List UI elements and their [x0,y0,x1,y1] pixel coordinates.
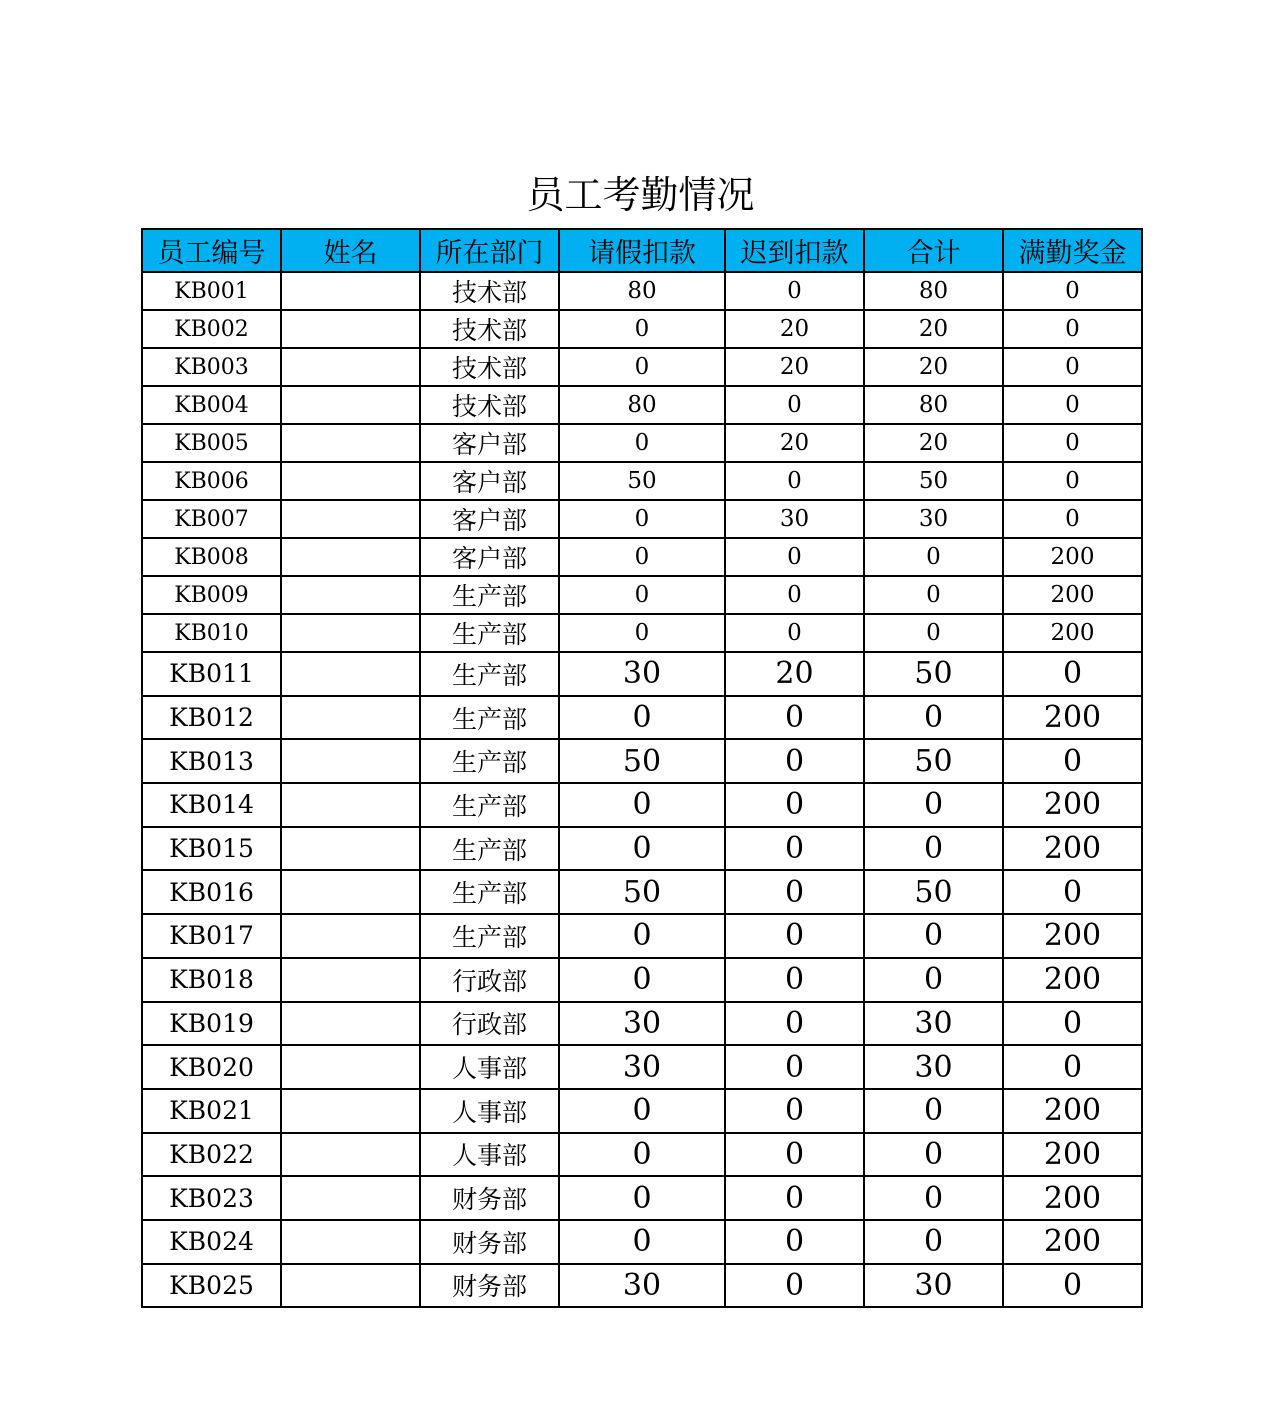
cell-late-deduction[interactable]: 0 [725,914,864,958]
table-row [142,538,1142,576]
cell-leave-deduction[interactable]: 0 [559,538,725,576]
cell-department[interactable]: 生产部 [420,614,559,652]
cell-late-deduction[interactable]: 20 [725,348,864,386]
cell-total[interactable]: 0 [864,1089,1003,1133]
cell-department[interactable]: 人事部 [420,1089,559,1133]
cell-late-deduction[interactable]: 0 [725,739,864,783]
cell-name[interactable] [281,538,420,576]
cell-total[interactable]: 0 [864,538,1003,576]
cell-department[interactable]: 财务部 [420,1264,559,1308]
table-row [142,652,1142,696]
cell-employee-id[interactable]: KB024 [142,1220,281,1264]
cell-attendance-bonus[interactable]: 0 [1003,1002,1142,1046]
table-row [142,1045,1142,1089]
cell-leave-deduction[interactable]: 50 [559,462,725,500]
header-department: 所在部门 [420,229,559,272]
cell-name[interactable] [281,1264,420,1308]
cell-department[interactable]: 生产部 [420,870,559,914]
cell-attendance-bonus[interactable]: 200 [1003,696,1142,740]
header-leave-deduction: 请假扣款 [559,229,725,272]
cell-name[interactable] [281,500,420,538]
cell-leave-deduction[interactable]: 80 [559,386,725,424]
table-row [142,783,1142,827]
table-row [142,614,1142,652]
cell-late-deduction[interactable]: 0 [725,1045,864,1089]
cell-department[interactable]: 行政部 [420,958,559,1002]
table-row [142,272,1142,310]
cell-employee-id[interactable]: KB015 [142,827,281,871]
cell-employee-id[interactable]: KB004 [142,386,281,424]
cell-department[interactable]: 财务部 [420,1220,559,1264]
cell-employee-id[interactable]: KB016 [142,870,281,914]
cell-late-deduction[interactable]: 20 [725,310,864,348]
cell-department[interactable]: 生产部 [420,914,559,958]
cell-attendance-bonus[interactable]: 0 [1003,348,1142,386]
cell-name[interactable] [281,827,420,871]
cell-employee-id[interactable]: KB001 [142,272,281,310]
table-row [142,424,1142,462]
cell-total[interactable]: 30 [864,500,1003,538]
cell-total[interactable]: 50 [864,462,1003,500]
cell-employee-id[interactable]: KB012 [142,696,281,740]
cell-leave-deduction[interactable]: 0 [559,696,725,740]
cell-employee-id[interactable]: KB005 [142,424,281,462]
cell-department[interactable]: 客户部 [420,424,559,462]
cell-employee-id[interactable]: KB014 [142,783,281,827]
cell-leave-deduction[interactable]: 0 [559,1089,725,1133]
cell-name[interactable] [281,1089,420,1133]
cell-department[interactable]: 技术部 [420,310,559,348]
cell-attendance-bonus[interactable]: 0 [1003,310,1142,348]
cell-leave-deduction[interactable]: 30 [559,1002,725,1046]
cell-name[interactable] [281,652,420,696]
cell-attendance-bonus[interactable]: 200 [1003,1089,1142,1133]
cell-late-deduction[interactable]: 0 [725,576,864,614]
table-row [142,1002,1142,1046]
cell-total[interactable]: 30 [864,1264,1003,1308]
cell-total[interactable]: 0 [864,1220,1003,1264]
cell-total[interactable]: 0 [864,614,1003,652]
cell-name[interactable] [281,576,420,614]
table-row [142,739,1142,783]
cell-leave-deduction[interactable]: 0 [559,958,725,1002]
cell-total[interactable]: 80 [864,272,1003,310]
cell-name[interactable] [281,958,420,1002]
cell-total[interactable]: 0 [864,1133,1003,1177]
cell-attendance-bonus[interactable]: 200 [1003,783,1142,827]
cell-attendance-bonus[interactable]: 0 [1003,462,1142,500]
cell-employee-id[interactable]: KB006 [142,462,281,500]
table-row [142,576,1142,614]
table-row [142,1176,1142,1220]
cell-late-deduction[interactable]: 0 [725,696,864,740]
cell-name[interactable] [281,1133,420,1177]
cell-attendance-bonus[interactable]: 200 [1003,1220,1142,1264]
cell-late-deduction[interactable]: 0 [725,1220,864,1264]
cell-employee-id[interactable]: KB002 [142,310,281,348]
table-row [142,310,1142,348]
attendance-table [141,228,1143,1308]
cell-department[interactable]: 财务部 [420,1176,559,1220]
cell-department[interactable]: 生产部 [420,576,559,614]
table-row [142,827,1142,871]
cell-department[interactable]: 技术部 [420,272,559,310]
cell-leave-deduction[interactable]: 0 [559,614,725,652]
table-row [142,1264,1142,1308]
cell-department[interactable]: 生产部 [420,827,559,871]
cell-attendance-bonus[interactable]: 0 [1003,500,1142,538]
table-row [142,958,1142,1002]
cell-leave-deduction[interactable]: 0 [559,827,725,871]
cell-department[interactable]: 生产部 [420,739,559,783]
header-employee-id: 员工编号 [142,229,281,272]
cell-name[interactable] [281,696,420,740]
cell-name[interactable] [281,870,420,914]
cell-late-deduction[interactable]: 20 [725,652,864,696]
cell-attendance-bonus[interactable]: 0 [1003,870,1142,914]
cell-employee-id[interactable]: KB020 [142,1045,281,1089]
cell-late-deduction[interactable]: 0 [725,462,864,500]
cell-department[interactable]: 人事部 [420,1045,559,1089]
cell-total[interactable]: 0 [864,827,1003,871]
cell-total[interactable]: 50 [864,652,1003,696]
cell-total[interactable]: 0 [864,958,1003,1002]
cell-total[interactable]: 20 [864,424,1003,462]
cell-leave-deduction[interactable]: 0 [559,348,725,386]
sheet-title: 员工考勤情况 [526,173,755,217]
cell-total[interactable]: 0 [864,783,1003,827]
header-name: 姓名 [281,229,420,272]
cell-leave-deduction[interactable]: 0 [559,1220,725,1264]
cell-late-deduction[interactable]: 30 [725,500,864,538]
cell-leave-deduction[interactable]: 0 [559,914,725,958]
cell-leave-deduction[interactable]: 80 [559,272,725,310]
cell-leave-deduction[interactable]: 0 [559,424,725,462]
cell-total[interactable]: 20 [864,310,1003,348]
cell-employee-id[interactable]: KB023 [142,1176,281,1220]
cell-late-deduction[interactable]: 0 [725,1002,864,1046]
cell-employee-id[interactable]: KB011 [142,652,281,696]
cell-department[interactable]: 客户部 [420,538,559,576]
cell-attendance-bonus[interactable]: 0 [1003,739,1142,783]
table-row [142,348,1142,386]
cell-total[interactable]: 50 [864,870,1003,914]
table-row [142,696,1142,740]
cell-late-deduction[interactable]: 0 [725,827,864,871]
cell-name[interactable] [281,310,420,348]
cell-employee-id[interactable]: KB003 [142,348,281,386]
table-row [142,500,1142,538]
cell-attendance-bonus[interactable]: 200 [1003,1133,1142,1177]
cell-name[interactable] [281,1045,420,1089]
cell-total[interactable]: 20 [864,348,1003,386]
cell-late-deduction[interactable]: 0 [725,870,864,914]
header-attendance-bonus: 满勤奖金 [1003,229,1142,272]
cell-leave-deduction[interactable]: 0 [559,576,725,614]
cell-name[interactable] [281,783,420,827]
table-row [142,870,1142,914]
cell-leave-deduction[interactable]: 30 [559,652,725,696]
cell-leave-deduction[interactable]: 0 [559,1133,725,1177]
cell-employee-id[interactable]: KB018 [142,958,281,1002]
cell-late-deduction[interactable]: 0 [725,783,864,827]
cell-employee-id[interactable]: KB019 [142,1002,281,1046]
cell-leave-deduction[interactable]: 30 [559,1264,725,1308]
table-row [142,462,1142,500]
cell-employee-id[interactable]: KB021 [142,1089,281,1133]
cell-total[interactable]: 0 [864,914,1003,958]
cell-department[interactable]: 客户部 [420,462,559,500]
cell-name[interactable] [281,462,420,500]
cell-total[interactable]: 30 [864,1045,1003,1089]
cell-department[interactable]: 行政部 [420,1002,559,1046]
cell-leave-deduction[interactable]: 0 [559,310,725,348]
cell-name[interactable] [281,348,420,386]
cell-attendance-bonus[interactable]: 200 [1003,827,1142,871]
cell-late-deduction[interactable]: 0 [725,614,864,652]
cell-attendance-bonus[interactable]: 200 [1003,914,1142,958]
cell-department[interactable]: 生产部 [420,783,559,827]
cell-total[interactable]: 80 [864,386,1003,424]
cell-name[interactable] [281,1220,420,1264]
cell-late-deduction[interactable]: 0 [725,1089,864,1133]
cell-employee-id[interactable]: KB013 [142,739,281,783]
cell-late-deduction[interactable]: 0 [725,1176,864,1220]
cell-leave-deduction[interactable]: 50 [559,739,725,783]
cell-attendance-bonus[interactable]: 200 [1003,958,1142,1002]
cell-department[interactable]: 技术部 [420,386,559,424]
cell-leave-deduction[interactable]: 30 [559,1045,725,1089]
table-row [142,1220,1142,1264]
cell-attendance-bonus[interactable]: 0 [1003,272,1142,310]
cell-employee-id[interactable]: KB022 [142,1133,281,1177]
cell-attendance-bonus[interactable]: 0 [1003,1264,1142,1308]
cell-total[interactable]: 0 [864,1176,1003,1220]
cell-name[interactable] [281,914,420,958]
cell-late-deduction[interactable]: 0 [725,1264,864,1308]
cell-name[interactable] [281,386,420,424]
table-row [142,914,1142,958]
cell-employee-id[interactable]: KB009 [142,576,281,614]
cell-late-deduction[interactable]: 20 [725,424,864,462]
cell-late-deduction[interactable]: 0 [725,272,864,310]
cell-attendance-bonus[interactable]: 0 [1003,1045,1142,1089]
table-row [142,1133,1142,1177]
cell-leave-deduction[interactable]: 50 [559,870,725,914]
cell-department[interactable]: 技术部 [420,348,559,386]
cell-attendance-bonus[interactable]: 200 [1003,538,1142,576]
cell-total[interactable]: 0 [864,696,1003,740]
cell-late-deduction[interactable]: 0 [725,386,864,424]
cell-employee-id[interactable]: KB017 [142,914,281,958]
cell-name[interactable] [281,614,420,652]
table-row [142,1089,1142,1133]
cell-attendance-bonus[interactable]: 200 [1003,1176,1142,1220]
cell-attendance-bonus[interactable]: 0 [1003,424,1142,462]
header-total: 合计 [864,229,1003,272]
header-late-deduction: 迟到扣款 [725,229,864,272]
cell-attendance-bonus[interactable]: 0 [1003,652,1142,696]
cell-leave-deduction[interactable]: 0 [559,1176,725,1220]
cell-total[interactable]: 0 [864,576,1003,614]
cell-late-deduction[interactable]: 0 [725,538,864,576]
cell-department[interactable]: 人事部 [420,1133,559,1177]
cell-name[interactable] [281,424,420,462]
cell-leave-deduction[interactable]: 0 [559,500,725,538]
cell-leave-deduction[interactable]: 0 [559,783,725,827]
cell-name[interactable] [281,739,420,783]
cell-employee-id[interactable]: KB025 [142,1264,281,1308]
cell-department[interactable]: 生产部 [420,652,559,696]
cell-name[interactable] [281,1176,420,1220]
cell-employee-id[interactable]: KB007 [142,500,281,538]
cell-attendance-bonus[interactable]: 0 [1003,386,1142,424]
table-row [142,386,1142,424]
cell-attendance-bonus[interactable]: 200 [1003,614,1142,652]
cell-late-deduction[interactable]: 0 [725,1133,864,1177]
header-row [142,229,1142,272]
cell-department[interactable]: 生产部 [420,696,559,740]
cell-late-deduction[interactable]: 0 [725,958,864,1002]
cell-employee-id[interactable]: KB008 [142,538,281,576]
cell-name[interactable] [281,272,420,310]
cell-total[interactable]: 50 [864,739,1003,783]
cell-name[interactable] [281,1002,420,1046]
table-body [142,272,1142,1307]
cell-employee-id[interactable]: KB010 [142,614,281,652]
cell-department[interactable]: 客户部 [420,500,559,538]
cell-attendance-bonus[interactable]: 200 [1003,576,1142,614]
cell-total[interactable]: 30 [864,1002,1003,1046]
